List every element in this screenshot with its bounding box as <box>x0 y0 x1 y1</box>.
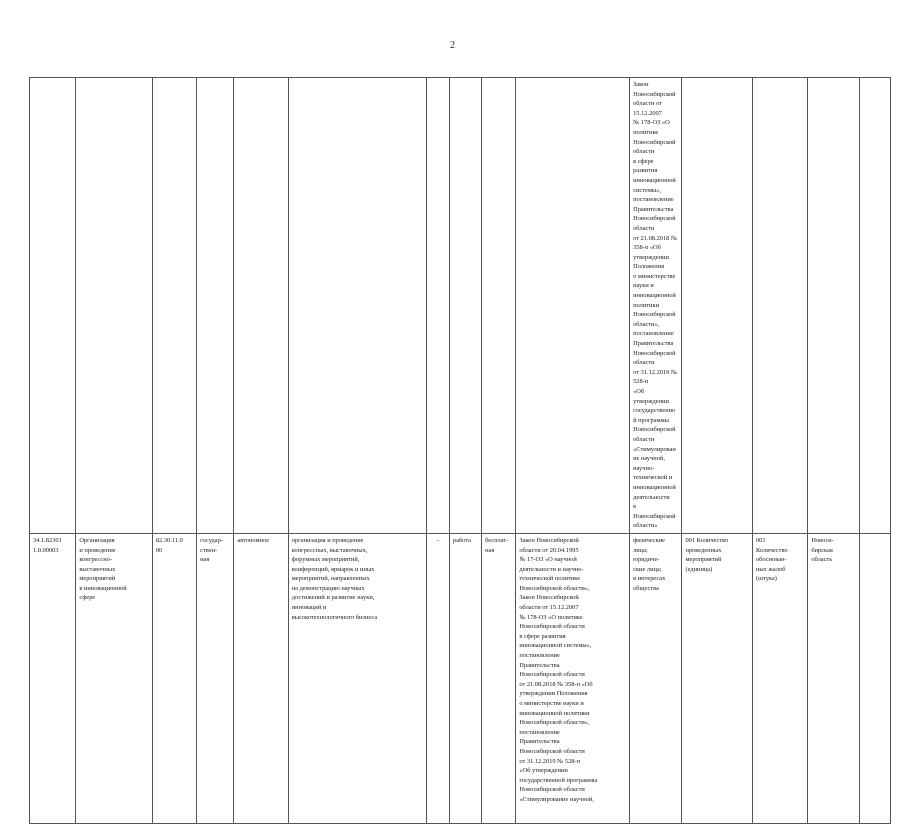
content-cell <box>288 78 426 534</box>
services-registry-table <box>29 77 891 824</box>
volume-indicator-cell: 001 Количество проведенных мероприятий (единица) <box>682 533 752 823</box>
consumers-cell: Закон Новосибирской области от 15.12.2007 № 178-ОЗ «О политике Новосибирской области в сфере развития инновационной системы», постановление Правительства Новосибирской области от 21.08.2018 № 358-п «Об утверждении Положения о министерстве науки и инновационной политики Новосибирской области», постановление Правительства Новосибирской области от 31.12.2019 № 528-п «Об утверждении государственной программы Новосибирской области «Стимулирование научной, научно-технической и инновационной деятельности в Новосибирской области» <box>630 78 682 534</box>
payment-cell <box>482 78 516 534</box>
content-cell: организация и проведение конгрессных, выставочных, форумных мероприятий, конференций, ярмарок и иных мероприятий, направленных на демонстрацию научных достижений и развитие науки, инноваций и высокотехнологичного бизнеса <box>288 533 426 823</box>
registry-number-cell: 34.1.82301 1.0.00003 <box>30 533 76 823</box>
quality-indicator-cell: 001 Количество обоснован- ных жалоб (штука) <box>752 533 807 823</box>
legal-basis-cell: Закон Новосибирской области от 20.04.1995 № 17-ОЗ «О научной деятельности и научно- технической политике Новосибирской области», Закон Новосибирской области от 15.12.2007 № 178-ОЗ «О политике Новосибирской области в сфере развития инновационной системы», постановление Правительства Новосибирской области от 21.08.2018 № 358-п «Об утверждении Положения о министерстве науки и инновационной политики Новосибирской области», постановление Правительства Новосибирской области от 31.12.2019 № 528-п «Об утверждении государственной программы Новосибирской области «Стимулирование научной, <box>516 533 630 823</box>
type-cell: государ- ствен- ная <box>197 533 234 823</box>
institution-type-cell <box>234 78 288 534</box>
consumers-cell: физические лица; юридиче- ские лица; в интересах общества <box>630 533 682 823</box>
service-name-cell: Организация и проведение конгрессно- выставочных мероприятий в инновационной сфере <box>76 533 153 823</box>
page-number: 2 <box>450 40 455 51</box>
payment-cell: бесплат- ная <box>482 533 516 823</box>
extra-cell <box>859 78 890 534</box>
okved-code-cell: 82.30.11.0 00 <box>152 533 196 823</box>
quality-indicator-cell <box>752 78 807 534</box>
territory-cell: Новоси- бирская область <box>808 533 859 823</box>
type-cell <box>197 78 234 534</box>
institution-type-cell: автономное <box>234 533 288 823</box>
registry-number-cell <box>30 78 76 534</box>
okved-code-cell <box>152 78 196 534</box>
conditions-cell: – <box>426 533 449 823</box>
extra-cell <box>859 533 890 823</box>
table-row <box>30 78 891 534</box>
legal-basis-cell <box>516 78 630 534</box>
table-row <box>30 533 891 823</box>
territory-cell <box>808 78 859 534</box>
service-kind-cell: работа <box>449 533 481 823</box>
volume-indicator-cell <box>682 78 752 534</box>
conditions-cell <box>426 78 449 534</box>
service-name-cell <box>76 78 153 534</box>
service-kind-cell <box>449 78 481 534</box>
